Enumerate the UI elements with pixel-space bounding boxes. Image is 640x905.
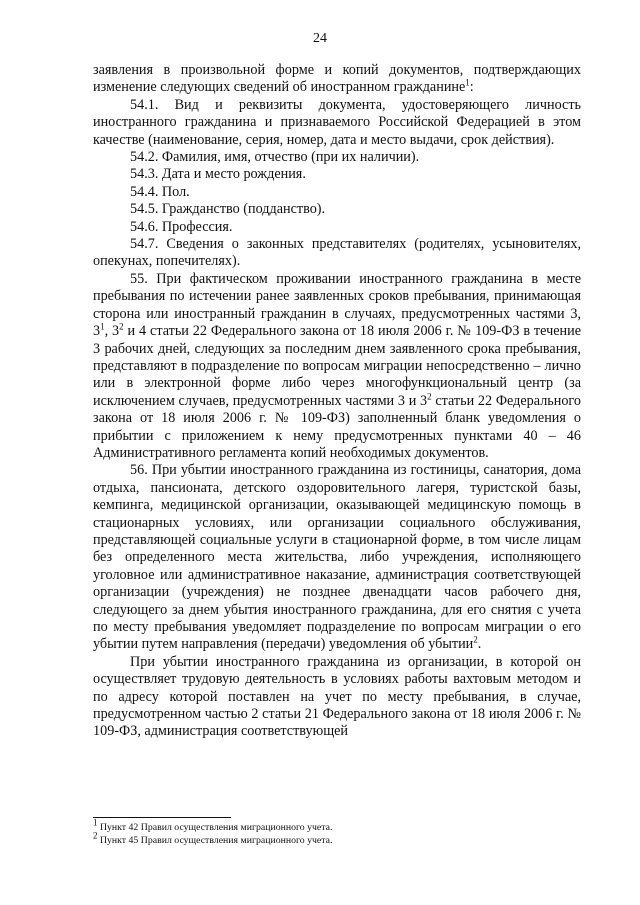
footnote-reference: 2 bbox=[427, 390, 432, 401]
footnote-reference: 2 bbox=[119, 321, 124, 332]
document-body bbox=[93, 62, 581, 741]
paragraph-text: 54.2. Фамилия, имя, отчество (при их наличии). bbox=[130, 149, 420, 166]
footnote-text: Пункт 42 Правил осуществления миграционного учета. bbox=[97, 822, 333, 833]
paragraph-text: 54.1. Вид и реквизиты документа, удостоверяющего личность иностранного гражданина и признаваемого Российской Федерацией в этом качестве (наименование, серия, номер, дата и место выдачи, срок действия). bbox=[93, 96, 581, 148]
paragraph-text: заявления в произвольной форме и копий документов, подтверждающих изменение следующих сведений об иностранном гражданине bbox=[93, 62, 581, 96]
paragraph-text: : bbox=[469, 79, 474, 96]
paragraph bbox=[93, 166, 581, 183]
footnote bbox=[93, 830, 581, 847]
paragraph-text: 55. При фактическом проживании иностранного гражданина в месте пребывания по истечении ранее заявленных сроков пребывания, принимающая сторона или иностранный гражданин в случаях, предусмотренных частями 3, 3 bbox=[93, 270, 581, 340]
paragraph-text: статьи 22 Федерального закона от 18 июля 2006 г. № 109-ФЗ) заполненный бланк уведомления о прибытии с приложением к нему предусмотренных пунктами 40 – 46 Административного регламента копий необходимых документов. bbox=[93, 392, 581, 461]
paragraph bbox=[93, 149, 581, 166]
footnote-mark: 2 bbox=[93, 830, 98, 841]
paragraph bbox=[93, 97, 581, 149]
paragraph-text: , 3 bbox=[104, 323, 120, 340]
paragraph bbox=[93, 62, 581, 97]
footnotes bbox=[93, 817, 581, 847]
paragraph-text: При убытии иностранного гражданина из организации, в которой он осуществляет трудовую деятельность в условиях работы вахтовым методом и по адресу которой поставлен на учет по месту пребывания, в случае, предусмотренном частью 2 статьи 21 Федерального закона от 18 июля 2006 г. № 109-ФЗ, администрация соответствующей bbox=[93, 653, 581, 740]
paragraph-text: 54.7. Сведения о законных представителях (родителях, усыновителях, опекунах, попечителях). bbox=[93, 236, 581, 270]
footnote-reference: 1 bbox=[465, 77, 470, 88]
paragraph-text: . bbox=[477, 636, 482, 653]
paragraph-text: 54.4. Пол. bbox=[130, 183, 190, 200]
paragraph-text: 54.6. Профессия. bbox=[130, 218, 233, 235]
paragraph bbox=[93, 219, 581, 236]
paragraph bbox=[93, 184, 581, 201]
paragraph bbox=[93, 201, 581, 218]
paragraph-text: и 4 статьи 22 Федерального закона от 18 июля 2006 г. № 109-ФЗ в течение 3 рабочих дней, следующих за последним днем заявленного срока пребывания, представляют в подразделение по вопросам миграции непосредственно – лично или в электронной форме либо через многофункциональный центр (за исключением случаев, предусмотренных частями 3 и 3 bbox=[93, 323, 581, 409]
paragraph-text: 54.5. Гражданство (подданство). bbox=[130, 201, 326, 218]
footnote-text: Пункт 45 Правил осуществления миграционного учета. bbox=[97, 835, 333, 846]
paragraph bbox=[93, 271, 581, 462]
footnote-reference: 1 bbox=[100, 321, 105, 332]
paragraph-text: 54.3. Дата и место рождения. bbox=[130, 166, 306, 183]
footnote-reference: 2 bbox=[473, 634, 478, 645]
paragraph bbox=[93, 462, 581, 653]
paragraph bbox=[93, 236, 581, 271]
footnote-mark: 1 bbox=[93, 817, 98, 828]
footnote-separator bbox=[93, 817, 231, 818]
paragraph-text: 56. При убытии иностранного гражданина из гостиницы, санатория, дома отдыха, пансионата, детского оздоровительного лагеря, туристской базы, кемпинга, медицинской организации, оказывающей медицинскую помощь в стационарных условиях, или организации социального обслуживания, представляющей социальные услуги в стационарной форме, в том числе лицам без определенного места жительства, либо учреждения, исполняющего уголовное или административное наказание, администрация соответствующей организации (учреждения) не позднее двенадцати часов рабочего дня, следующего за днем убытия иностранного гражданина, для его снятия с учета по месту пребывания уведомляет подразделение по вопросам миграции о его убытии путем направления (передачи) уведомления об убытии bbox=[93, 462, 581, 653]
footnote bbox=[93, 817, 581, 834]
page-number: 24 bbox=[313, 31, 327, 46]
paragraph bbox=[93, 654, 581, 741]
